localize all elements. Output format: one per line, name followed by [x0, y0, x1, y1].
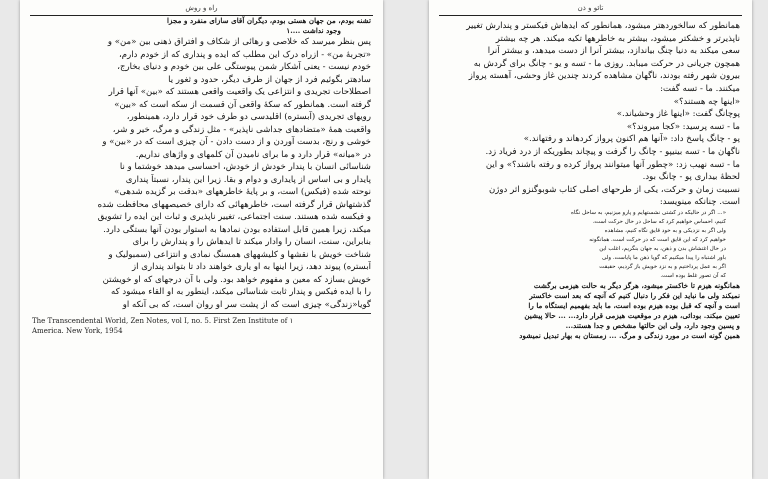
text-line: ناپذیرتر و خشکتر میشود، بیشتر به خاطرهها تکیه میکند. هر چه بیشتر — [495, 33, 740, 44]
left-page-body — [20, 16, 383, 311]
quote-line: «... اگر در حالیکه در کشتی نشستهایم و پارو میزنیم، به ساحل نگاه — [570, 209, 726, 216]
text-line: پایدار و بی اساس از پایداری و دوام و بقا. زیرا این پندار، نسبتاً پنداری — [125, 174, 371, 185]
text-line: سعی میکند به دنیا چنگ بیاندازد، بیشتر آنرا از دست میدهد، و بیشتر آنرا — [487, 46, 740, 57]
intro-line: تشنه بودم، من جهان هستی بودم، دیگران آقای سازای منفرد و مجزا — [167, 16, 371, 25]
text-line: گذشتهاش قرار گرفته است، خاطرههائی که دارای خصیصههای محافظت شده — [97, 199, 371, 210]
quote-line: اگر به عمل پرداختیم و به نزد خویش باز گردیم، حقیقت — [599, 263, 726, 270]
text-line: ما - تسه نهیب زد: «چطور آنها میتوانند پرواز کرده و رفته باشند؟» و این — [485, 159, 740, 170]
text-line: میکند، زیرا همین قابل استفاده بودن نمادها به استوار بودن آنها بستگی دارد. — [103, 224, 371, 235]
text-line: رویهای تجریدی (آبستره) اقلیدسی دو طرف خود قرار دارد، همینطور، — [126, 112, 371, 122]
text-line: در «میانه» قرار دارد و ما برای نامیدن آن کلمهای و واژهای نداریم. — [135, 149, 371, 160]
intro-line: وجود نداشت ....۱ — [286, 26, 341, 35]
quote-line: باور اشتباه را پیدا میکنیم که گویا ذهن ما پایاست. ولی — [602, 254, 726, 261]
text-line: شناسائی انسان با پندار خودش از خودش، احساسی میدهد خوشتما و نا — [119, 162, 371, 172]
text-line: بنابراین، سنت، انسان را وادار میکند تا ایدهاش را و پندارش را برای — [132, 237, 371, 247]
right-book-page — [429, 0, 752, 479]
text-line: است. چنانکه مینویسد: — [659, 197, 740, 208]
text-line: «تجربهٔ من» - ازراه درک این مطلب که ایده و پنداری که از خودم دارم، — [119, 49, 371, 60]
right-page-header: تائو و ذن — [577, 4, 604, 12]
text-line: خویش بسازد که معین و مفهوم خواهد بود. ولی با آن درجهای که او خویشتن — [102, 274, 371, 285]
text-line: آبستره) پیوند دهد، زیرا اینها به او یاری خواهند داد تا بتواند پنداری از — [131, 262, 371, 272]
text-line: بیرون شهر رفته بودند، ناگهان مشاهده کردند چندین غاز وحشی، آهسته پرواز — [468, 71, 740, 82]
quote-line: خواهیم کرد که این قایق است که در حرکت است. همانگونه — [589, 236, 726, 243]
left-page-header: راه و روش — [185, 4, 218, 12]
quote-line: که آن تصور غلط بوده است. — [660, 272, 726, 279]
text-line: خوشی و رنج، بدست آوردن و از دست دادن - آن چیزی است که در «بین» و — [102, 137, 371, 147]
text-line: گویا«زندگی» چیزی است که از پشت سر او روان است، که بی آنکه او — [122, 299, 371, 310]
left-book-page — [20, 0, 383, 479]
bold-line: همین گونه است در مورد زندگی و مرگ. ... زمستان به بهار تبدیل نمیشود — [519, 330, 740, 340]
bold-line: تعیین میکند. بودائی، هیزم در موقعیت هیزمی قرار دارد... ... حالا پیشین — [524, 310, 740, 320]
text-line: پو - چانگ پاسخ داد: «آنها هم اکنون پرواز کردهاند و رفتهاند.» — [523, 134, 740, 145]
text-line: پس بنظر میرسد که خلاصی و رهائی از شکاف و افتراق ذهنی بین «من» و — [107, 37, 371, 47]
text-line: ما - تسه پرسید: «کجا میروند؟» — [626, 121, 740, 132]
bold-line: و پسین وجود دارد، ولی این حالتها مشخص و جدا هستند... — [565, 320, 740, 330]
quote-line: ولی اگر به نزدیکی و به خود قایق نگاه کنیم، مشاهده — [604, 227, 726, 234]
text-line: نوحته شده (فیکس) است، و بر پایهٔ خاطرههای «بدقت بر گزیده شدهی» — [114, 187, 371, 197]
text-line: گرفته است. همانطور که سکهٔ واقعی آن قسمت از سکه است که «بین» — [114, 99, 371, 110]
bold-line: همانگونه هیزم تا خاکستر میشود، هرگز دیگر به حالت هیزمی برگشت — [533, 280, 740, 290]
quote-line: کنیم، احساس خواهیم کرد که ساحل در حال حرکت است، — [592, 218, 726, 225]
text-line: همانطور که سالخوردهتر میشود، همانطور که ایدهاش فیکستر و پندارش تغییر — [466, 21, 740, 31]
bold-line: نمیکند ولی ما نباید این فکر را دنبال کنیم که آنچه که بعد است خاکستر — [529, 290, 740, 300]
text-line: پوچانگ گفت: «اینها غاز وحشیاند.» — [616, 109, 740, 120]
text-line: واقعیت همهٔ «متضادهای جداشی ناپذیر» - مثل زندگی و مرگ، خیر و شر، — [112, 124, 371, 135]
text-line: سادهتر بگوئیم فرد از جهان از طرف دیگر، حدود و ثغور یا — [168, 74, 371, 85]
text-line: خودم نیست - یعنی آشکار شمن پیوستگی علی بین خودم و دنیای بخارج، — [117, 62, 371, 72]
text-line: لحظهٔ بیداری پو - چانگ بود. — [642, 172, 740, 183]
bold-line: است و آنچه که قبل بوده هیزم بوده است، ما باید بفهمیم ایستگاه ما را — [528, 300, 740, 310]
text-line: شناخت خویش با نقشها و کلیشههای همسنگ نمادی و انتزاعی (سمبولیک و — [108, 249, 371, 260]
text-line: میکنند. ما - تسه گفت: — [660, 83, 740, 94]
footnote-line: The Transcendental World, Zen Notes, vol I, no. 5. First Zen Institute of ۱ — [32, 317, 294, 325]
text-line: اصطلاحات تجریدی و انتزاعی یک واقعیت واقعی هستند که «بین» آنها قرار — [108, 87, 371, 97]
quote-line: در حال اغتشاش بدن و ذهن، به جهان بنگریم، اغلب این — [599, 245, 726, 252]
footnote — [20, 316, 383, 336]
text-line: همچون جریانی در حرکت میبابد. روزی ما - تسه و یو - چانگ برای گردش به — [473, 58, 740, 69]
text-line: «اینها چه هستند؟» — [673, 96, 740, 107]
text-line: نسبیت زمان و حرکت، یکی از طرحهای اصلی کتاب شوبوگنزو اثر دوژن — [488, 184, 740, 195]
text-line: و فیکسه شده هستند. سنت اجتماعی، تغییر ناپذیری و ثبات این ایده را تشویق — [97, 212, 371, 222]
footnote-rule — [140, 313, 371, 314]
footnote-line: America. New York, 1954 — [32, 327, 123, 335]
right-page-body — [429, 16, 752, 341]
text-line: را با ایده فیکس و پندار ثابت شناسائی میکند، اینطور به او القاء میشود که — [110, 287, 371, 297]
text-line: ناگهان ما - تسه بینیپو - چانگ را گرفت و پیچاند بطوریکه از درد فریاد زد. — [485, 146, 740, 157]
